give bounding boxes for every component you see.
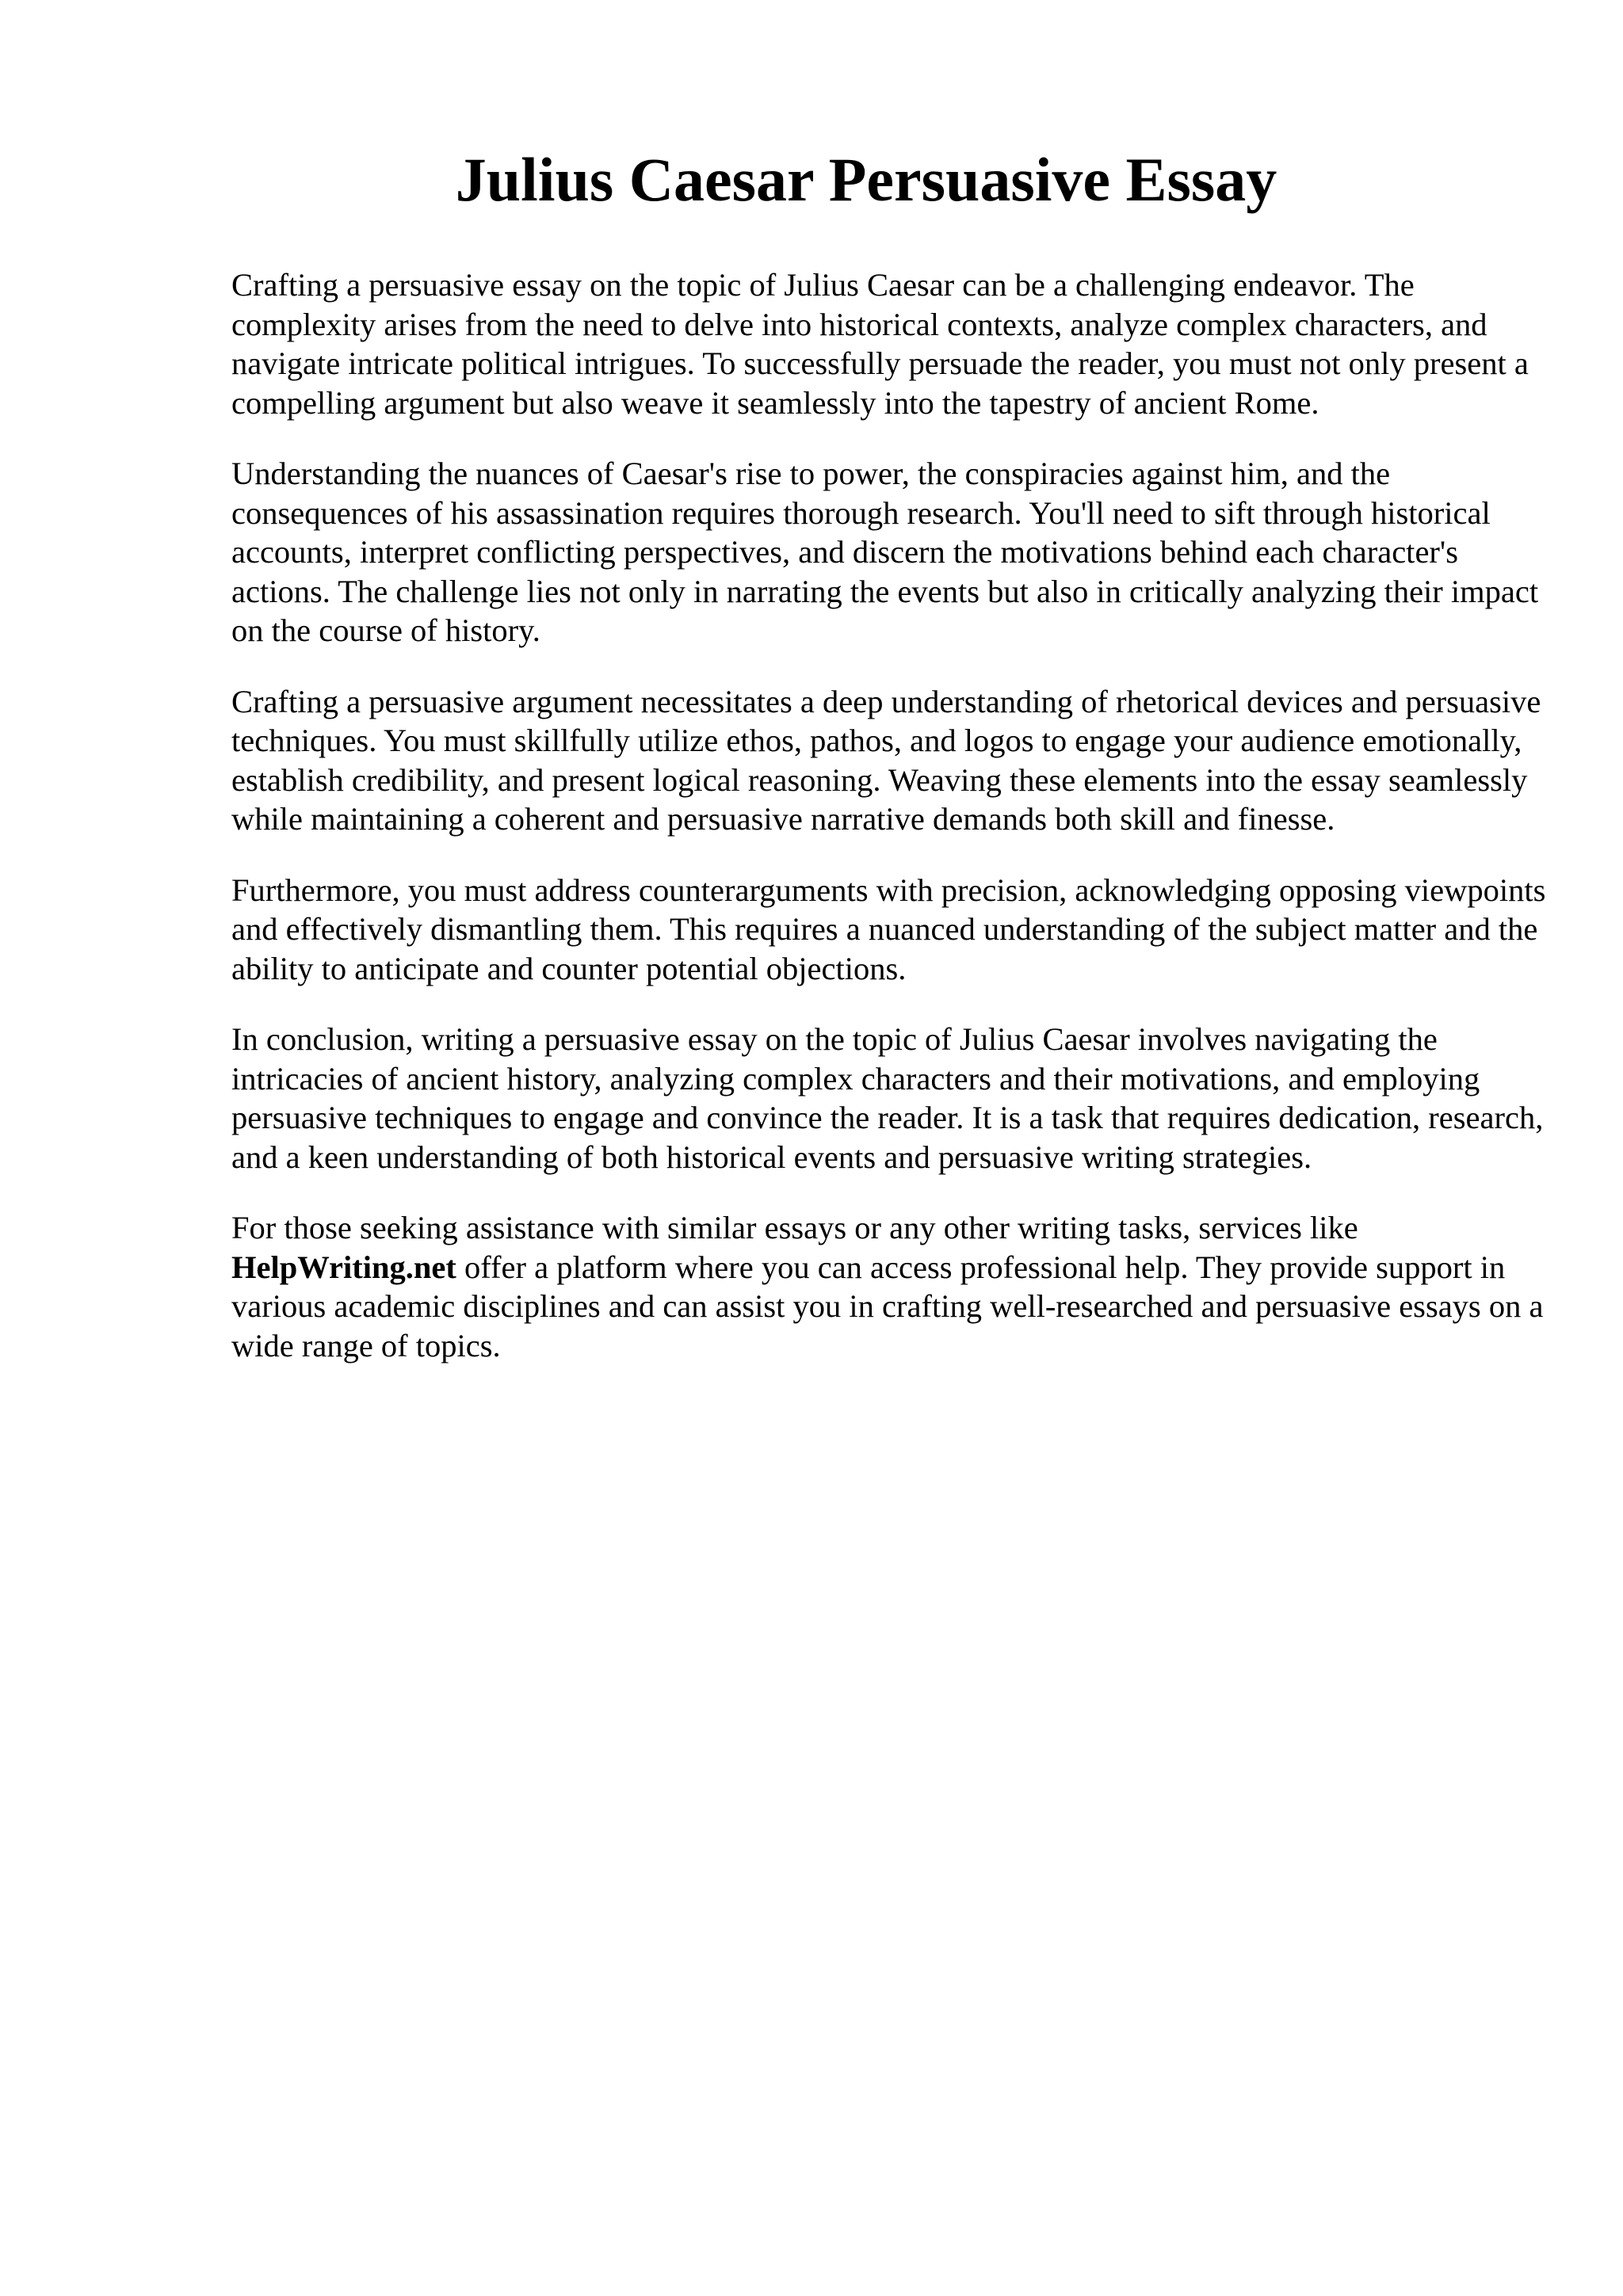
paragraph-conclusion: In conclusion, writing a persuasive essay on the topic of Julius Caesar involves navigating the intricacies of ancient history, analyzing complex characters and their motivations, and employing persuasive techniques to engage and convince the reader. It is a task that requires dedication, research, and a keen understanding of both historical events and persuasive writing strategies. xyxy=(231,1021,1544,1175)
helpwriting-brand-link[interactable]: HelpWriting.net xyxy=(231,1249,456,1285)
paragraph-intro: Crafting a persuasive essay on the topic of Julius Caesar can be a challenging endeavor. The complexity arises from the need to delve into historical contexts, analyze complex characters, and navigate intricate political intrigues. To successfully persuade the reader, you must not only present a compelling argument but also weave it seamlessly into the tapestry of ancient Rome. xyxy=(231,267,1529,421)
essay-body xyxy=(231,265,1547,1397)
paragraph-research: Understanding the nuances of Caesar's rise to power, the conspiracies against him, and the consequences of his assassination requires thorough research. You'll need to sift through historical accounts, interpret conflicting perspectives, and discern the motivations behind each character's actions. The challenge lies not only in narrating the events but also in critically analyzing their impact on the course of history. xyxy=(231,456,1539,648)
paragraph-closing xyxy=(231,1208,1547,1365)
document-title: Julius Caesar Persuasive Essay xyxy=(455,145,1277,214)
closing-text-after: offer a platform where you can access professional help. They provide support in various academic disciplines and can assist you in crafting well-researched and persuasive essays on a wide range of topics. xyxy=(231,1249,1544,1363)
paragraph-counterarguments: Furthermore, you must address counterarguments with precision, acknowledging opposing viewpoints and effectively dismantling them. This requires a nuanced understanding of the subject matter and the ability to anticipate and counter potential objections. xyxy=(231,871,1546,986)
paragraph-rhetoric: Crafting a persuasive argument necessitates a deep understanding of rhetorical devices and persuasive techniques. You must skillfully utilize ethos, pathos, and logos to engage your audience emotionally, establish credibility, and present logical reasoning. Weaving these elements into the essay seamlessly while maintaining a coherent and persuasive narrative demands both skill and finesse. xyxy=(231,683,1541,837)
closing-text-before: For those seeking assistance with similar essays or any other writing tasks, services like xyxy=(231,1210,1358,1245)
